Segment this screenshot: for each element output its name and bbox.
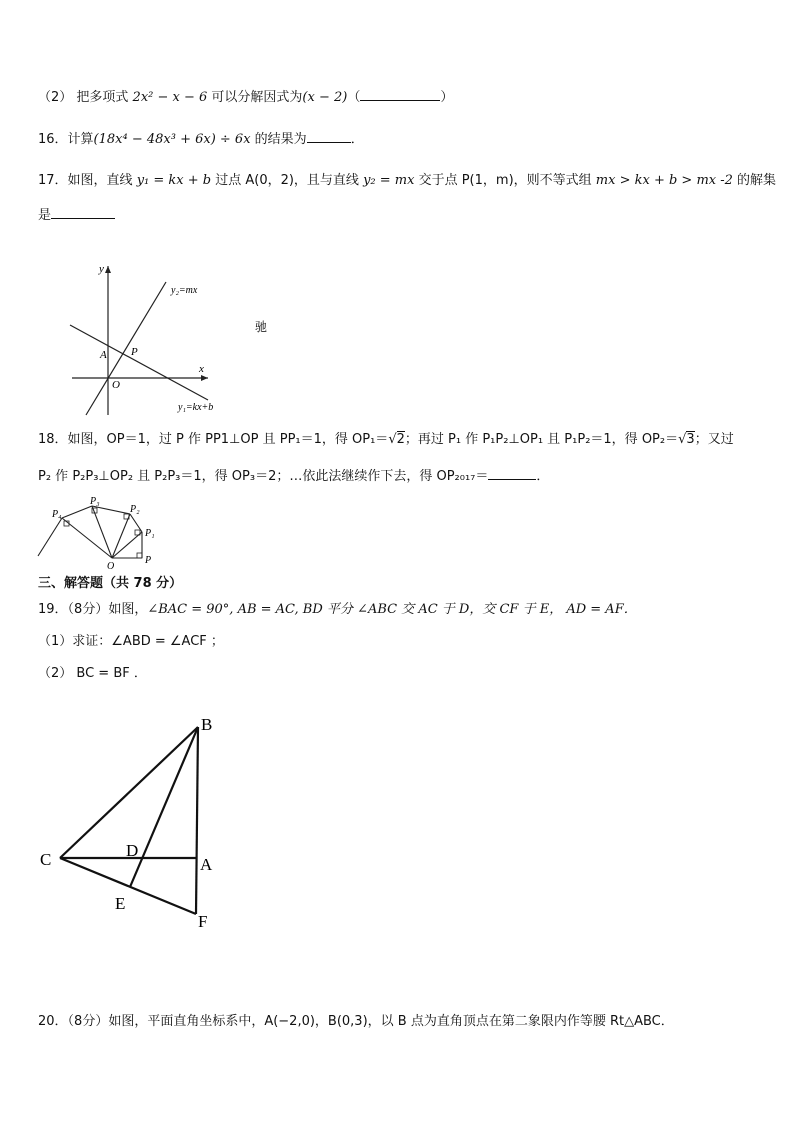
q18-spiral-figure bbox=[34, 494, 164, 570]
y-axis-label: y bbox=[99, 263, 104, 275]
question-19-part2: （2） BC = BF ． bbox=[38, 666, 147, 681]
point-p-label: P bbox=[131, 346, 138, 358]
segment-op2 bbox=[112, 514, 130, 558]
segment-tail bbox=[38, 518, 62, 556]
line-y1-label: y₁=kx+b bbox=[178, 402, 214, 413]
question-19-part1: （1）求证：∠ABD = ∠ACF ； bbox=[38, 634, 224, 649]
question-18-line1: 18．如图，OP＝1，过 P 作 PP1⊥OP 且 PP₁＝1，得 OP₁＝√2；再过 P₁ 作 P₁P₂⊥OP₁ 且 P₁P₂＝1，得 OP₂＝√3；又过 bbox=[38, 432, 734, 447]
x-axis-label: x bbox=[199, 363, 204, 375]
label-p: P bbox=[145, 555, 152, 566]
segment-p2p3 bbox=[92, 506, 130, 514]
label-p2: P₂ bbox=[130, 504, 140, 515]
label-c: C bbox=[40, 850, 52, 869]
label-p3: P₃ bbox=[90, 496, 100, 507]
point-a-label: A bbox=[100, 349, 107, 361]
line-y2-label: y₂=mx bbox=[171, 285, 198, 296]
division-expression: (18x⁴ − 48x³ + 6x) ÷ 6x bbox=[93, 132, 251, 147]
question-16: 16．计算(18x⁴ − 48x³ + 6x) ÷ 6x 的结果为 ． bbox=[38, 132, 364, 147]
x-axis-arrow bbox=[201, 375, 208, 381]
label-b: B bbox=[201, 715, 213, 734]
y-axis-arrow bbox=[105, 266, 111, 273]
origin-label: O bbox=[112, 379, 120, 391]
answer-blank[interactable] bbox=[360, 88, 440, 101]
polynomial-expression: 2x² − x − 6 bbox=[132, 90, 208, 105]
label-f: F bbox=[198, 912, 208, 931]
segment-cb bbox=[60, 727, 198, 858]
q19-triangle-figure bbox=[36, 710, 226, 935]
q17-coordinate-figure bbox=[60, 260, 290, 420]
answer-blank[interactable] bbox=[307, 130, 351, 143]
label-p4: P₄ bbox=[52, 509, 62, 520]
segment-ba bbox=[196, 727, 198, 914]
line-y1 bbox=[70, 325, 208, 400]
question-19-line1: 19．（8分）如图，∠BAC = 90°, AB = AC, BD 平分 ∠ABC 交 AC 于 D，交 CF 于 E， AD = AF． bbox=[38, 602, 637, 617]
question-17-line2: 是 bbox=[38, 206, 115, 225]
segment-p1p2 bbox=[130, 514, 142, 532]
label-d: D bbox=[126, 841, 139, 860]
question-15-part2: （2） 把多项式 2x² − x − 6 可以分解因式为(x − 2)（ ） bbox=[38, 90, 454, 105]
stray-character: 驰 bbox=[255, 320, 268, 334]
sqrt-symbol: √ bbox=[678, 432, 687, 447]
label-a: A bbox=[200, 855, 213, 874]
label-p1: P₁ bbox=[145, 528, 155, 539]
segment-cf bbox=[60, 858, 196, 914]
factor-expression: (x − 2) bbox=[302, 90, 348, 105]
line-y2 bbox=[86, 282, 166, 415]
question-18-line2: P₂ 作 P₂P₃⊥OP₂ 且 P₂P₃＝1，得 OP₃＝2；…依此法继续作下去，得 OP₂₀₁₇＝ ． bbox=[38, 469, 550, 484]
segment-p3p4 bbox=[62, 506, 92, 518]
answer-blank[interactable] bbox=[51, 206, 115, 219]
segment-be bbox=[130, 727, 198, 887]
sqrt-symbol: √ bbox=[388, 432, 397, 447]
question-17-line1: 17．如图，直线 y₁ = kx + b 过点 A(0，2)，且与直线 y₂ = mx 交于点 P(1，m)，则不等式组 mx > kx + b > mx -2 的解集 bbox=[38, 173, 777, 188]
right-angle-mark bbox=[137, 553, 142, 558]
question-20: 20．（8分）如图，平面直角坐标系中，A(−2,0)，B(0,3)，以 B 点为直角顶点在第二象限内作等腰 Rt△ABC． bbox=[38, 1014, 674, 1029]
label-e: E bbox=[115, 894, 126, 913]
answer-blank[interactable] bbox=[488, 467, 536, 480]
label-o: O bbox=[107, 561, 115, 570]
section-3-heading: 三、解答题（共 78 分） bbox=[38, 576, 183, 591]
segment-op1 bbox=[112, 532, 142, 558]
